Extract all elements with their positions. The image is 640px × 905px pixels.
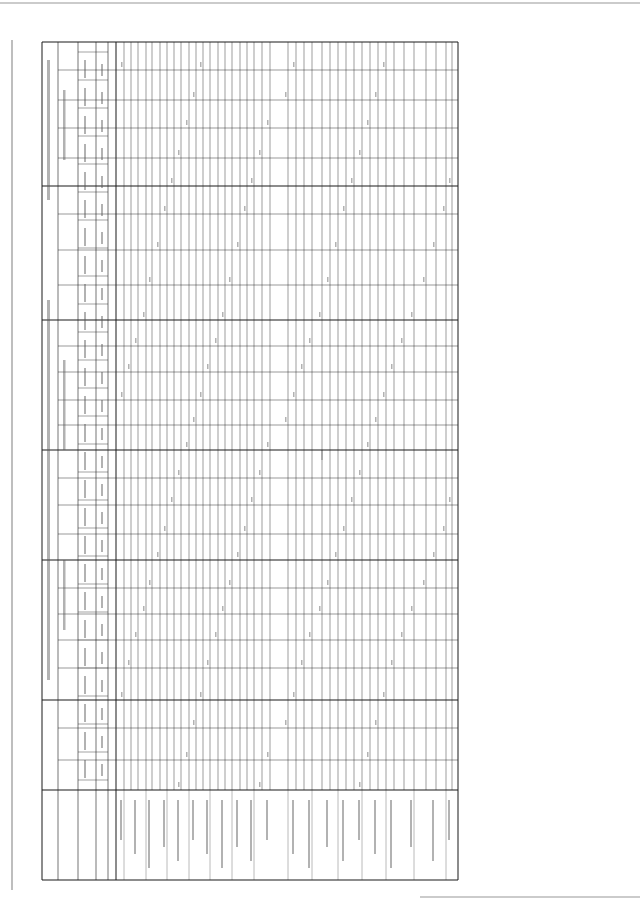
illegible-text	[84, 200, 86, 218]
cell-mark	[143, 312, 145, 317]
cell-mark	[449, 497, 451, 502]
illegible-text	[84, 284, 86, 302]
cell-mark	[343, 526, 345, 531]
cell-mark	[319, 312, 321, 317]
illegible-text	[84, 452, 86, 470]
cell-mark	[267, 442, 269, 447]
illegible-text	[101, 204, 103, 216]
cell-mark	[171, 178, 173, 183]
cell-mark	[383, 692, 385, 697]
illegible-text	[101, 512, 103, 524]
illegible-text	[432, 800, 434, 861]
illegible-text	[101, 316, 103, 328]
illegible-text	[148, 800, 150, 868]
illegible-text	[84, 536, 86, 554]
cell-mark	[293, 692, 295, 697]
illegible-text	[84, 704, 86, 722]
illegible-text	[390, 800, 392, 868]
cell-mark	[423, 277, 425, 282]
cell-mark	[367, 442, 369, 447]
illegible-text	[101, 232, 103, 244]
cell-mark	[121, 62, 123, 67]
illegible-text	[63, 90, 66, 160]
cell-mark	[200, 692, 202, 697]
cell-mark	[411, 606, 413, 611]
cell-mark	[375, 720, 377, 725]
cell-mark	[423, 580, 425, 585]
cell-mark	[443, 206, 445, 211]
cell-mark	[383, 392, 385, 397]
illegible-text	[101, 540, 103, 552]
cell-mark	[319, 606, 321, 611]
illegible-text	[410, 800, 412, 847]
illegible-text	[250, 800, 252, 861]
illegible-text	[101, 456, 103, 468]
cell-mark	[359, 150, 361, 155]
illegible-text	[374, 800, 376, 854]
illegible-text	[84, 172, 86, 190]
cell-mark	[367, 120, 369, 125]
illegible-text	[84, 396, 86, 414]
illegible-text	[63, 560, 66, 630]
cell-mark	[391, 364, 393, 369]
cell-mark	[259, 470, 261, 475]
cell-mark	[229, 580, 231, 585]
cell-mark	[135, 338, 137, 343]
cell-mark	[433, 242, 435, 247]
cell-mark	[375, 417, 377, 422]
cell-mark	[222, 606, 224, 611]
illegible-text	[84, 368, 86, 386]
illegible-text	[84, 60, 86, 78]
illegible-text	[84, 144, 86, 162]
cell-mark	[222, 312, 224, 317]
cell-mark	[186, 442, 188, 447]
cell-mark	[293, 62, 295, 67]
illegible-text	[101, 680, 103, 692]
illegible-text	[101, 568, 103, 580]
cell-mark	[343, 206, 345, 211]
cell-mark	[351, 497, 353, 502]
illegible-text	[266, 800, 268, 840]
cell-mark	[178, 782, 180, 787]
illegible-text	[192, 800, 194, 840]
cell-mark	[149, 580, 151, 585]
illegible-text	[101, 764, 103, 776]
cell-mark	[411, 312, 413, 317]
cell-mark	[207, 660, 209, 665]
cell-mark	[251, 178, 253, 183]
cell-mark	[285, 417, 287, 422]
cell-mark	[259, 150, 261, 155]
illegible-text	[84, 620, 86, 638]
illegible-text	[84, 116, 86, 134]
cell-mark	[244, 526, 246, 531]
cell-mark	[259, 782, 261, 787]
cell-mark	[267, 752, 269, 757]
cell-mark	[359, 782, 361, 787]
cell-mark	[359, 470, 361, 475]
illegible-text	[84, 424, 86, 442]
illegible-text	[134, 800, 136, 854]
cell-mark	[178, 470, 180, 475]
illegible-text	[84, 228, 86, 246]
cell-mark	[178, 150, 180, 155]
illegible-text	[47, 60, 50, 200]
cell-mark	[193, 92, 195, 97]
cell-mark	[367, 752, 369, 757]
illegible-text	[84, 340, 86, 358]
illegible-text	[84, 760, 86, 778]
illegible-text	[308, 800, 310, 868]
illegible-text	[84, 648, 86, 666]
cell-mark	[237, 242, 239, 247]
cell-mark	[443, 526, 445, 531]
illegible-text	[101, 736, 103, 748]
illegible-text	[101, 288, 103, 300]
cell-mark	[229, 277, 231, 282]
illegible-text	[84, 312, 86, 330]
cell-mark	[164, 206, 166, 211]
illegible-text	[84, 592, 86, 610]
cell-mark	[391, 660, 393, 665]
illegible-text	[326, 800, 328, 847]
illegible-text	[101, 624, 103, 636]
cell-mark	[128, 660, 130, 665]
cell-mark	[449, 178, 451, 183]
cell-mark	[383, 62, 385, 67]
illegible-text	[101, 176, 103, 188]
cell-mark	[128, 364, 130, 369]
illegible-text	[358, 800, 360, 840]
illegible-text	[47, 300, 50, 680]
cell-mark	[215, 338, 217, 343]
cell-mark	[237, 552, 239, 557]
illegible-text	[84, 564, 86, 582]
cell-mark	[157, 552, 159, 557]
illegible-text	[236, 800, 238, 847]
cell-mark	[135, 632, 137, 637]
illegible-text	[221, 800, 223, 868]
cell-mark	[215, 632, 217, 637]
cell-mark	[335, 242, 337, 247]
illegible-text	[292, 800, 294, 854]
cell-mark	[351, 178, 353, 183]
cell-mark	[401, 338, 403, 343]
illegible-text	[120, 800, 122, 840]
cell-mark	[193, 720, 195, 725]
cell-mark	[293, 392, 295, 397]
cell-mark	[143, 606, 145, 611]
cell-mark	[301, 660, 303, 665]
cell-mark	[301, 364, 303, 369]
illegible-text	[101, 64, 103, 76]
illegible-text	[84, 676, 86, 694]
illegible-text	[101, 260, 103, 272]
illegible-text	[448, 800, 450, 840]
cell-mark	[164, 526, 166, 531]
illegible-text	[63, 360, 66, 450]
illegible-text	[84, 88, 86, 106]
illegible-text	[101, 708, 103, 720]
cell-mark	[207, 364, 209, 369]
cell-mark	[267, 120, 269, 125]
cell-mark	[327, 277, 329, 282]
illegible-text	[84, 256, 86, 274]
illegible-text	[101, 148, 103, 160]
cell-mark	[244, 206, 246, 211]
cell-mark	[157, 242, 159, 247]
cell-mark	[433, 552, 435, 557]
illegible-text	[101, 400, 103, 412]
illegible-text	[101, 596, 103, 608]
cell-mark	[121, 392, 123, 397]
illegible-text	[101, 92, 103, 104]
cell-mark	[335, 552, 337, 557]
illegible-text	[84, 480, 86, 498]
cell-mark	[121, 692, 123, 697]
cell-mark	[309, 338, 311, 343]
illegible-text	[84, 508, 86, 526]
illegible-text	[206, 800, 208, 854]
cell-mark	[149, 277, 151, 282]
illegible-text	[84, 732, 86, 750]
cell-mark	[171, 497, 173, 502]
cell-mark	[327, 580, 329, 585]
illegible-text	[101, 372, 103, 384]
cell-mark	[285, 720, 287, 725]
illegible-text	[163, 800, 165, 847]
cell-mark	[186, 752, 188, 757]
illegible-text	[101, 428, 103, 440]
cell-mark	[401, 632, 403, 637]
cell-mark	[285, 92, 287, 97]
cell-mark	[375, 92, 377, 97]
cell-mark	[200, 392, 202, 397]
illegible-text	[177, 800, 179, 861]
cell-mark	[200, 62, 202, 67]
cell-mark	[309, 632, 311, 637]
illegible-text	[342, 800, 344, 861]
cell-mark	[186, 120, 188, 125]
illegible-text	[101, 120, 103, 132]
illegible-text	[101, 652, 103, 664]
cell-mark	[251, 497, 253, 502]
illegible-text	[101, 484, 103, 496]
illegible-text	[101, 344, 103, 356]
cell-mark	[193, 417, 195, 422]
